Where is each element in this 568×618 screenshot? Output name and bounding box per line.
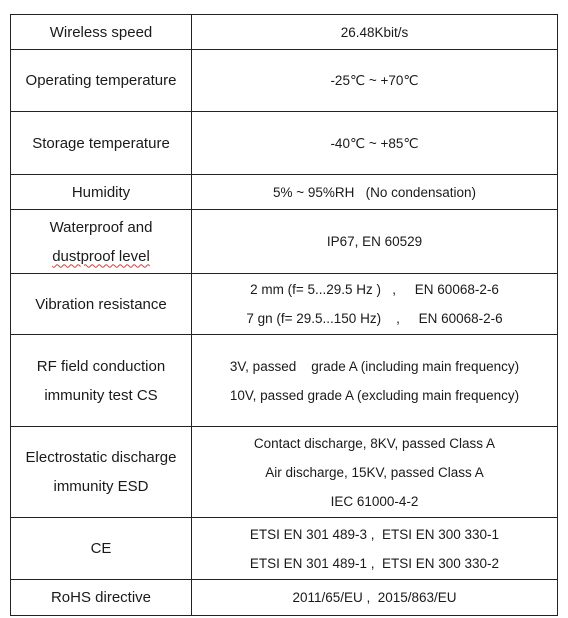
- row-label: [11, 518, 192, 580]
- table-row: [11, 580, 558, 616]
- row-label: [11, 50, 192, 112]
- table-row: [11, 210, 558, 274]
- label-line: RF field conduction: [36, 357, 166, 375]
- label-line: Electrostatic discharge: [25, 449, 177, 466]
- row-value: [192, 50, 558, 112]
- spellcheck-word: dustproof level: [52, 247, 150, 265]
- row-label: [11, 175, 192, 210]
- value-line: Contact discharge, 8KV, passed Class A: [253, 435, 496, 451]
- label-line: [17, 242, 185, 271]
- value-line: ETSI EN 301 489-3 , ETSI EN 300 330-1: [249, 526, 500, 542]
- label-line: Humidity: [71, 183, 131, 201]
- table-row: [11, 50, 558, 112]
- value-line: 7 gn (f= 29.5...150 Hz) , EN 60068-2-6: [246, 311, 503, 326]
- value-line: 3V, passed grade A (including main frequency): [229, 358, 520, 374]
- table-row: [11, 427, 558, 518]
- value-line: -40℃ ~ +85℃: [330, 135, 419, 151]
- table-row: [11, 112, 558, 175]
- value-line: Air discharge, 15KV, passed Class A: [265, 464, 484, 480]
- row-value: [192, 274, 558, 335]
- value-line: 10V, passed grade A (excluding main frequency): [229, 387, 520, 403]
- row-value: [192, 175, 558, 210]
- value-line: 5% ~ 95%RH (No condensation): [273, 184, 476, 200]
- row-label: [11, 112, 192, 175]
- row-value: [192, 335, 558, 427]
- label-line: Vibration resistance: [35, 295, 167, 313]
- label-line: Wireless speed: [49, 23, 153, 41]
- row-label: [11, 15, 192, 50]
- row-label: [11, 580, 192, 616]
- table-row: [11, 518, 558, 580]
- label-line: Waterproof and: [49, 218, 153, 236]
- row-value: [192, 15, 558, 50]
- row-label: [11, 210, 192, 274]
- row-label: [11, 427, 192, 518]
- specification-table: [10, 14, 558, 616]
- label-line: Operating temperature: [25, 72, 177, 89]
- label-line: immunity test CS: [44, 386, 158, 404]
- row-value: [192, 518, 558, 580]
- row-label: [11, 335, 192, 427]
- row-value: [192, 210, 558, 274]
- row-value: [192, 427, 558, 518]
- value-line: 26.48Kbit/s: [340, 24, 409, 40]
- value-line: -25℃ ~ +70℃: [330, 73, 419, 88]
- row-label: [11, 274, 192, 335]
- label-line: immunity ESD: [53, 478, 149, 495]
- value-line: IEC 61000-4-2: [330, 493, 419, 509]
- value-line: 2011/65/EU , 2015/863/EU: [292, 590, 457, 605]
- label-line: RoHS directive: [50, 589, 152, 606]
- value-line: 2 mm (f= 5...29.5 Hz ) , EN 60068-2-6: [250, 282, 499, 297]
- table-row: [11, 335, 558, 427]
- value-line: ETSI EN 301 489-1 , ETSI EN 300 330-2: [249, 555, 500, 571]
- row-value: [192, 112, 558, 175]
- table-row: [11, 15, 558, 50]
- value-line: IP67, EN 60529: [326, 234, 423, 249]
- label-line: CE: [90, 540, 112, 557]
- table-row: [11, 274, 558, 335]
- table-row: [11, 175, 558, 210]
- label-line: Storage temperature: [32, 134, 170, 152]
- row-value: [192, 580, 558, 616]
